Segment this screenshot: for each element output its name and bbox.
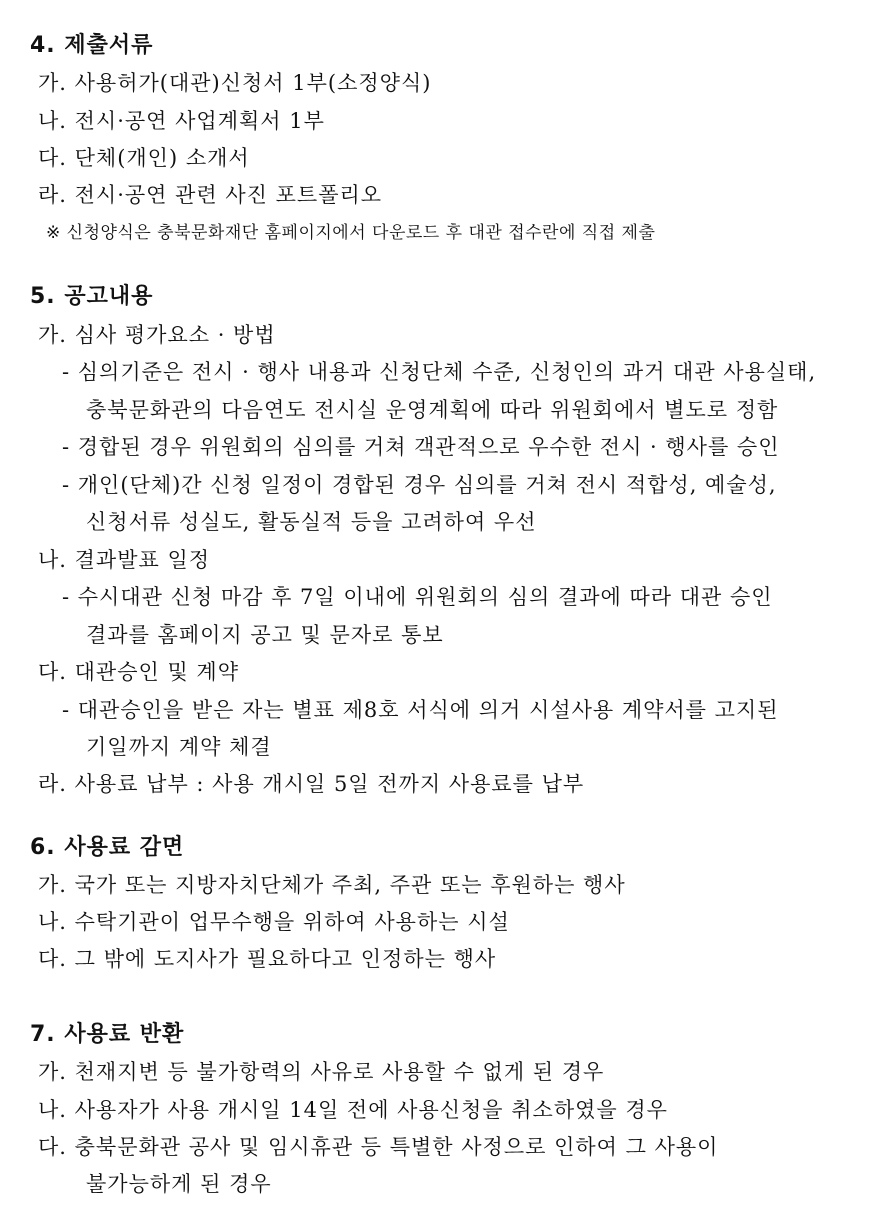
section-4-heading: 4. 제출서류 <box>30 33 154 58</box>
section-7-item-ga: 가. 천재지변 등 불가항력의 사유로 사용할 수 없게 된 경우 <box>38 1060 605 1084</box>
section-5-heading: 5. 공고내용 <box>30 284 154 309</box>
section-6-item-da: 다. 그 밖에 도지사가 필요하다고 인정하는 행사 <box>38 947 497 971</box>
section-7-item-na: 나. 사용자가 사용 개시일 14일 전에 사용신청을 취소하였을 경우 <box>38 1098 668 1122</box>
section-6-item-na: 나. 수탁기관이 업무수행을 위하여 사용하는 시설 <box>38 910 510 934</box>
section-5-item-na: 나. 결과발표 일정 <box>38 548 211 572</box>
section-5-na-bullet-1: - 수시대관 신청 마감 후 7일 이내에 위원회의 심의 결과에 따라 대관 승인 <box>62 585 773 609</box>
section-7-item-da-cont: 불가능하게 된 경우 <box>86 1172 272 1196</box>
section-6-heading: 6. 사용료 감면 <box>30 835 185 860</box>
section-5-ga-bullet-1: - 심의기준은 전시 · 행사 내용과 신청단체 수준, 신청인의 과거 대관 사용실태, <box>62 360 817 384</box>
section-5-ga-bullet-1-cont: 충북문화관의 다음연도 전시실 운영계획에 따라 위원회에서 별도로 정함 <box>86 398 779 422</box>
section-5-item-ga: 가. 심사 평가요소 · 방법 <box>38 323 276 347</box>
section-4-item-da: 다. 단체(개인) 소개서 <box>38 146 250 170</box>
section-4-note: ※ 신청양식은 충북문화재단 홈페이지에서 다운로드 후 대관 접수란에 직접 제출 <box>46 223 656 243</box>
section-5-ga-bullet-2: - 경합된 경우 위원회의 심의를 거쳐 객관적으로 우수한 전시 · 행사를 승인 <box>62 435 780 459</box>
section-5-ga-bullet-3-cont: 신청서류 성실도, 활동실적 등을 고려하여 우선 <box>86 510 537 534</box>
section-5-item-ra: 라. 사용료 납부 : 사용 개시일 5일 전까지 사용료를 납부 <box>38 772 585 796</box>
section-5-da-bullet-1-cont: 기일까지 계약 체결 <box>86 735 272 759</box>
section-7-heading: 7. 사용료 반환 <box>30 1022 185 1047</box>
section-4-item-na: 나. 전시·공연 사업계획서 1부 <box>38 109 325 133</box>
section-7-item-da: 다. 충북문화관 공사 및 임시휴관 등 특별한 사정으로 인하여 그 사용이 <box>38 1135 719 1159</box>
section-6-item-ga: 가. 국가 또는 지방자치단체가 주최, 주관 또는 후원하는 행사 <box>38 873 626 897</box>
section-5-item-da: 다. 대관승인 및 계약 <box>38 660 239 684</box>
section-4-item-ra: 라. 전시·공연 관련 사진 포트폴리오 <box>38 183 383 207</box>
section-5-da-bullet-1: - 대관승인을 받은 자는 별표 제8호 서식에 의거 시설사용 계약서를 고지된 <box>62 698 779 722</box>
section-4-item-ga: 가. 사용허가(대관)신청서 1부(소정양식) <box>38 71 432 95</box>
section-5-ga-bullet-3: - 개인(단체)간 신청 일정이 경합된 경우 심의를 거쳐 전시 적합성, 예술성, <box>62 473 777 497</box>
section-5-na-bullet-1-cont: 결과를 홈페이지 공고 및 문자로 통보 <box>86 623 444 647</box>
